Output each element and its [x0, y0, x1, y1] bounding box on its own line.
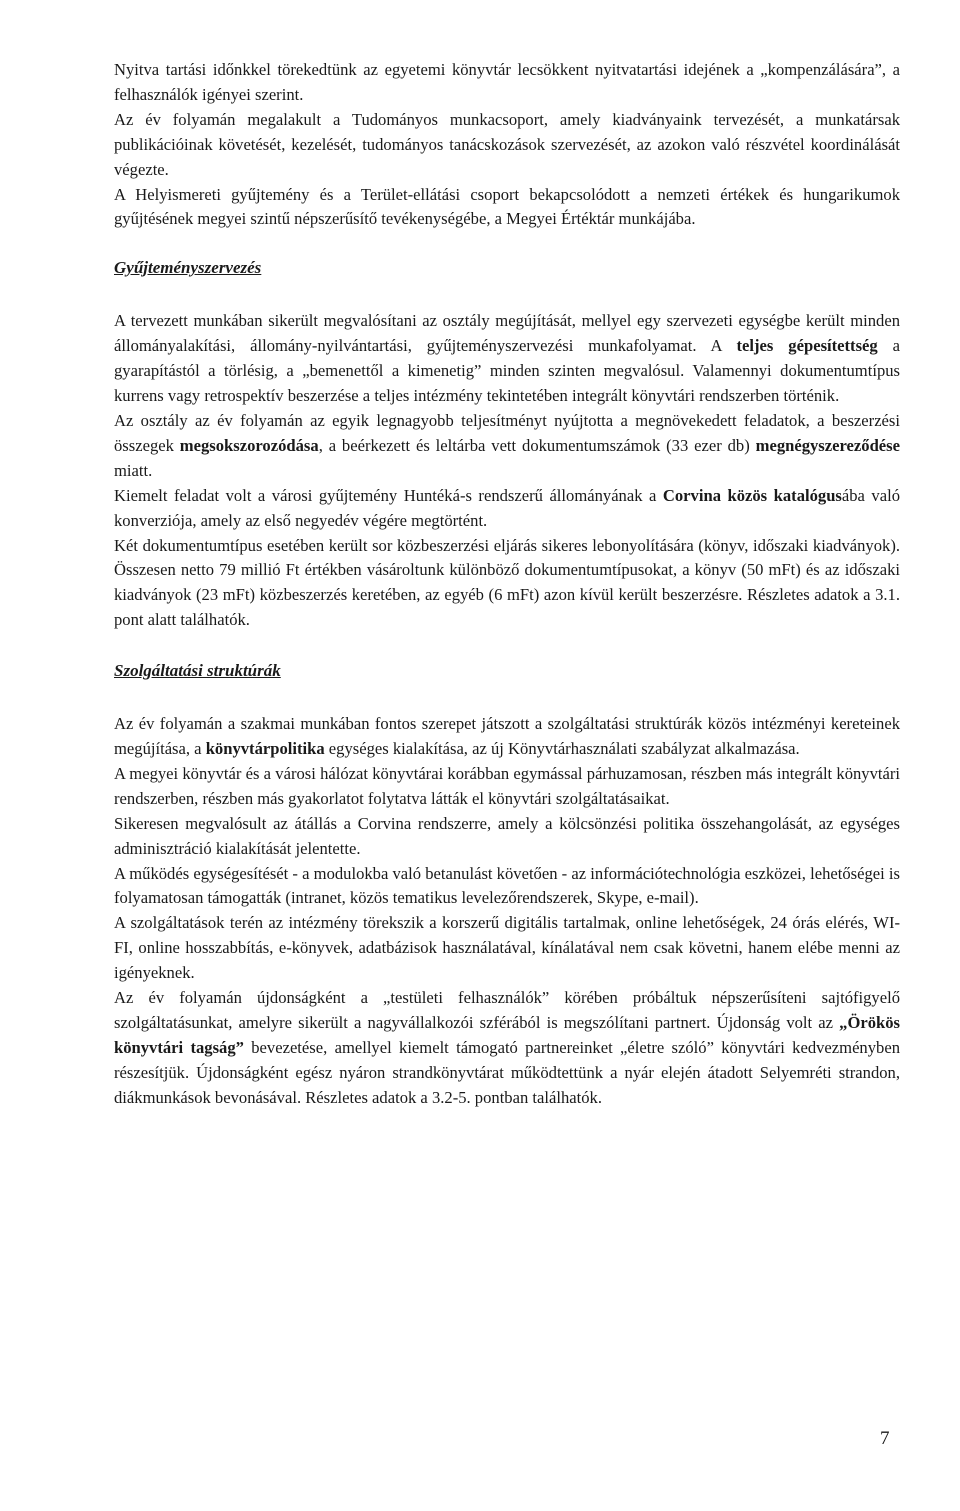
bold-text: könyvtárpolitika: [205, 739, 325, 759]
text-run: Az év folyamán a szakmai munkában fontos szerepet játszott a szolgáltatási struktúrák közös intézményi kereteinek megújítása, a: [114, 714, 900, 759]
services-paragraph-network: A megyei könyvtár és a városi hálózat könyvtárai korábban egymással párhuzamosan, részben más integrált könyvtári rendszerben, részben más gyakorlatot folytatva látták el könyvtári szolgáltatásaikat.: [114, 763, 900, 808]
services-paragraph-it: A működés egységesítését - a modulokba való betanulást követően - az információtechnológia eszközei, lehetőségei is folyamatosan támogatták (intranet, közös tematikus levelezőrendszerek, Skype, e-mail).: [114, 863, 900, 908]
services-paragraph-framework: [114, 712, 900, 762]
text-run: A tervezett munkában sikerült megvalósítani az osztály megújítását, mellyel egy szervezeti egységbe került minden állományalakítási, állomány-nyilvántartási, gyűjteményszervezési munkafolyamat. A: [114, 311, 900, 356]
collection-paragraph-conversion: [114, 484, 900, 534]
collection-paragraph-procurement: Két dokumentumtípus esetében került sor közbeszerzési eljárás sikeres lebonyolítására (könyv, időszaki kiadványok). Összesen netto 79 millió Ft értékben vásároltunk különböző dokumentumtípusokat, a könyv (50 mFt) és az időszaki kiadványok (23 mFt) közbeszerzés keretében, az egyéb (6 mFt) azon kívül került beszerzésre. Részletes adatok a 3.1. pont alatt találhatók.: [114, 535, 900, 630]
services-paragraph-new-services: [114, 986, 900, 1111]
text-run: , a beérkezett és leltárba vett dokumentumszámok (33 ezer db): [318, 435, 756, 455]
section-title-collection: Gyűjteményszervezés: [114, 258, 262, 278]
services-paragraph-corvina: Sikeresen megvalósult az átállás a Corvina rendszerre, amely a kölcsönzési politika összehangolását, az egységes adminisztráció kialakítását jelentette.: [114, 813, 900, 858]
bold-text: Corvina közös katalógus: [662, 485, 842, 505]
text-run: bevezetése, amellyel kiemelt támogató partnereinket „életre szóló” könyvtári kedvezményben részesítjük. Újdonságként egész nyáron strandkönyvtárat működtettünk a nyár elején átadott Selyemréti strandon, diákmunkások bevonásával. Részletes adatok a 3.2-5. pontban találhatók.: [114, 1037, 900, 1107]
text-run: Az év folyamán újdonságként a „testületi felhasználók” körében próbáltuk népszerűsíteni sajtófigyelő szolgáltatásunkat, amelyre sikerült a nagyvállalkozói szférából is megszólítani partnert. Újdonság volt az: [114, 988, 900, 1032]
text-run: egységes kialakítása, az új Könyvtárhasználati szabályzat alkalmazása.: [324, 739, 800, 759]
collection-paragraph-performance: [114, 409, 900, 484]
intro-paragraph-opening-hours: Nyitva tartási időnkkel törekedtünk az egyetemi könyvtár lecsökkent nyitvatartási idejének a „kompenzálására”, a felhasználók igényei szerint.: [114, 60, 900, 104]
section-title-services: Szolgáltatási struktúrák: [114, 661, 281, 681]
collection-paragraph-reorganization: [114, 309, 900, 409]
bold-text: megnégyszereződése: [755, 435, 900, 455]
text-run: a gyarapítástól a törlésig, a „bemenettől a kimenetig” minden szinten megvalósul. Valamennyi dokumentumtípus kurrens vagy retrospektív beszerzése a teljes intézmény tekintetében integrált könyvtári rendszerben történik.: [114, 336, 900, 406]
document-page: [114, 58, 900, 1111]
text-run: Az osztály az év folyamán az egyik legnagyobb teljesítményt nyújtotta a megnövekedett feladatok, a beszerzési összegek: [114, 410, 900, 455]
services-paragraph-digital: A szolgáltatások terén az intézmény törekszik a korszerű digitális tartalmak, online lehetőségek, 24 órás elérés, WI-FI, online hosszabbítás, e-könyvek, adatbázisok használatával, kínálatával nem csak követni, hanem elébe menni az igényeknek.: [114, 913, 900, 983]
text-run: miatt.: [114, 460, 153, 480]
bold-text: teljes gépesítettség: [736, 336, 878, 356]
text-run: Kiemelt feladat volt a városi gyűjtemény Huntéká-s rendszerű állományának a: [114, 485, 663, 505]
text-run: ába való konverziója, amely az első negyedév végére megtörtént.: [114, 485, 900, 530]
page-number: 7: [880, 1428, 890, 1449]
bold-text: „Örökös könyvtári tagság”: [114, 1013, 900, 1057]
bold-text: megsokszorozódása: [179, 435, 319, 455]
intro-paragraph-research-group: Az év folyamán megalakult a Tudományos munkacsoport, amely kiadványaink tervezését, a munkatársak publikációinak követését, kezelését, tudományos tanácskozások szervezését, az azokon való részvétel koordinálását végezte.: [114, 109, 900, 179]
intro-paragraph-local-history: A Helyismereti gyűjtemény és a Terület-ellátási csoport bekapcsolódott a nemzeti értékek és hungarikumok gyűjtésének megyei szintű népszerűsítő tevékenységébe, a Megyei Értéktár munkájába.: [114, 184, 900, 229]
